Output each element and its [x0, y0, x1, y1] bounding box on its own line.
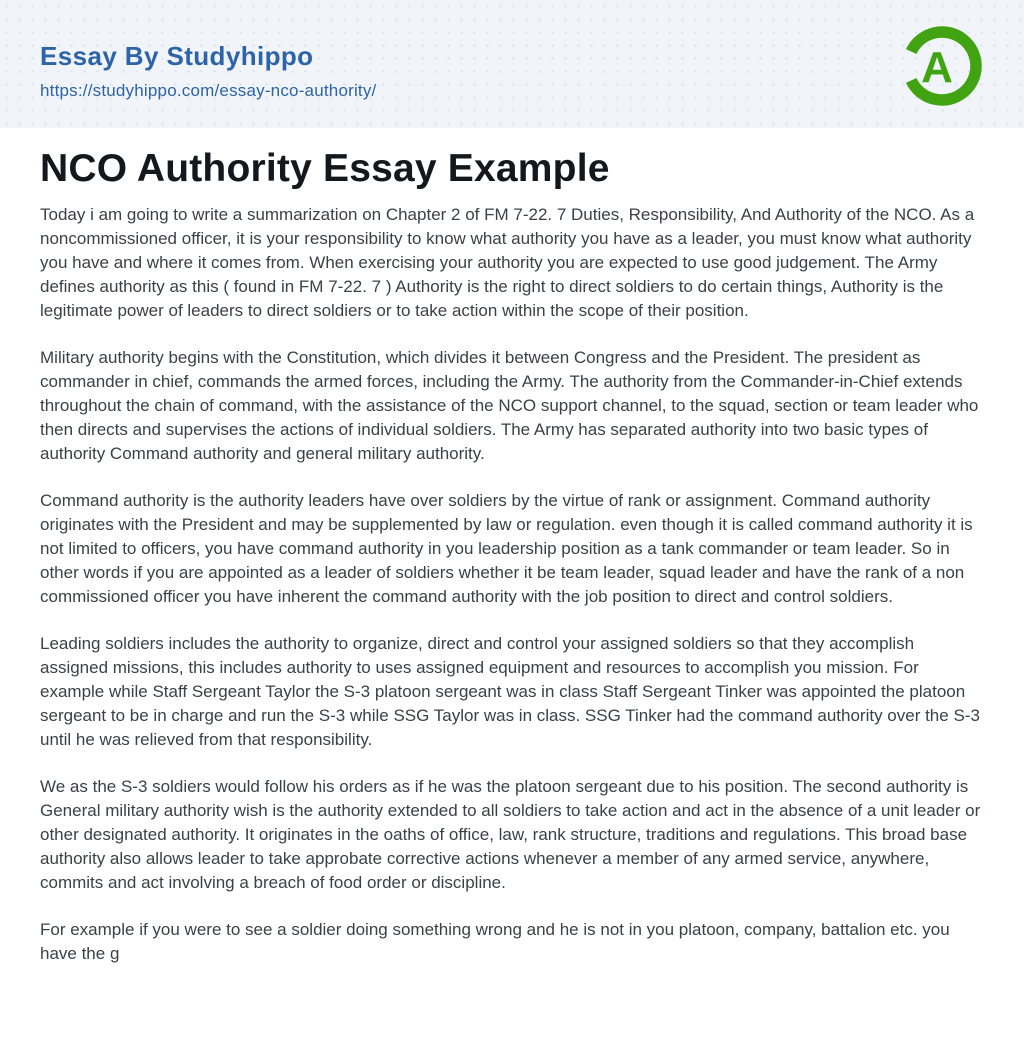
essay-paragraph-2: Military authority begins with the Constitution, which divides it between Congress and the President. The president as commander in chief, commands the armed forces, including the Army. The authority from the Commander-in-Chief extends throughout the chain of command, with the assistance of the NCO support channel, to the squad, section or team leader who then directs and supervises the actions of individual soldiers. The Army has separated authority into two basic types of authority Command authority and general military authority.: [40, 347, 979, 463]
essay-title: NCO Authority Essay Example: [40, 147, 610, 190]
page-url-link[interactable]: https://studyhippo.com/essay-nco-authority/: [40, 81, 377, 100]
essay-paragraph-4: Leading soldiers includes the authority to organize, direct and control your assigned soldiers so that they accomplish assigned missions, this includes authority to uses assigned equipment and resources to accomplish you mission. For example while Staff Sergeant Taylor the S-3 platoon sergeant was in class Staff Sergeant Tinker was appointed the platoon sergeant to be in charge and run the S-3 while SSG Taylor was in class. SSG Tinker had the command authority over the S-3 until he was relieved from that responsibility.: [40, 633, 980, 749]
site-title-link[interactable]: Essay By Studyhippo: [40, 41, 314, 71]
essay-paragraph-6: For example if you were to see a soldier doing something wrong and he is not in you platoon, company, battalion etc. you have the g: [40, 919, 950, 963]
header-text-block: [40, 27, 376, 101]
logo-letter: A: [921, 43, 953, 92]
essay-paragraph-1: Today i am going to write a summarization on Chapter 2 of FM 7-22. 7 Duties, Responsibility, And Authority of the NCO. As a noncommissioned officer, it is your responsibility to know what authority you have as a leader, you must know what authority you have and where it comes from. When exercising your authority you are expected to use good judgement. The Army defines authority as this ( found in FM 7-22. 7 ) Authority is the right to direct soldiers to do certain things, Authority is the legitimate power of leaders to direct soldiers or to take action within the scope of their position.: [40, 204, 975, 320]
studyhippo-logo: [899, 23, 985, 109]
essay-paragraph-3: Command authority is the authority leaders have over soldiers by the virtue of rank or assignment. Command authority originates with the President and may be supplemented by law or regulation. even though it is called command authority it is not limited to officers, you have command authority in you leadership position as a tank commander or team leader. So in other words if you are appointed as a leader of soldiers whether it be team leader, squad leader and have the rank of a non commissioned officer you have inherent the command authority with the job position to direct and control soldiers.: [40, 490, 973, 606]
essay-paragraph-5: We as the S-3 soldiers would follow his orders as if he was the platoon sergeant due to his position. The second authority is General military authority wish is the authority extended to all soldiers to take action and act in the absence of a unit leader or other designated authority. It originates in the oaths of office, law, rank structure, traditions and regulations. This broad base authority also allows leader to take approbate corrective actions whenever a member of any armed service, anywhere, commits and act involving a breach of food order or discipline.: [40, 776, 981, 892]
logo-circle-a-icon: [899, 23, 985, 109]
page-header: [0, 0, 1024, 128]
essay-content: [0, 147, 1024, 966]
